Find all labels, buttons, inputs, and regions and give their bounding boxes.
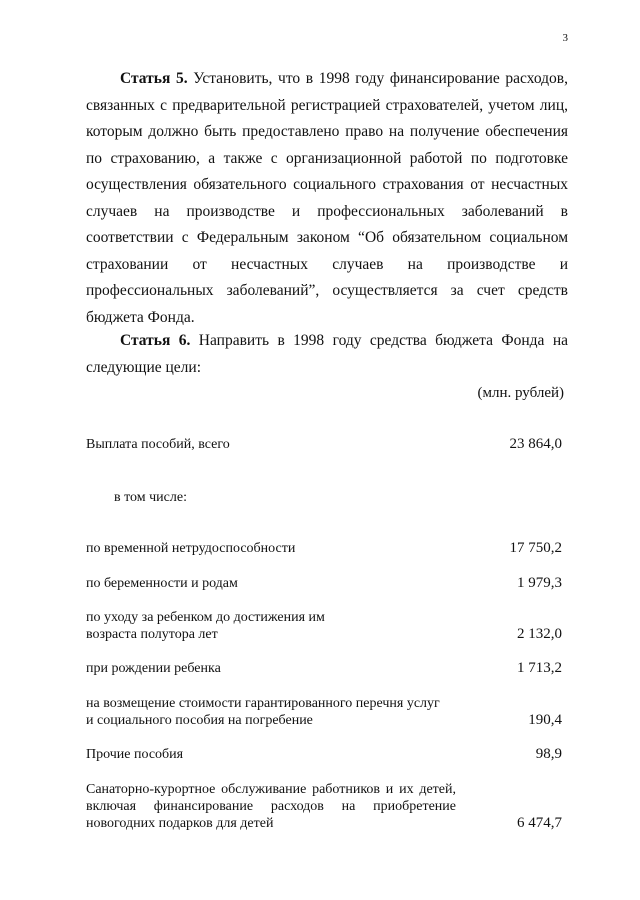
row-value: 17 750,2 [509,540,562,556]
row-label: на возмещение стоимости гарантированного перечня услуг и социального пособия на погребение [86,696,440,728]
row-label: Выплата пособий, всего [86,437,230,452]
table-row [114,489,562,506]
row-label: по беременности и родам [86,576,238,591]
row-value: 190,4 [528,712,562,728]
row-label: по уходу за ребенком до достижения им возраста полутора лет [86,610,325,642]
table-row [86,540,562,557]
article-5-title: Статья 5. [120,70,188,87]
page-number: 3 [562,32,568,44]
article-5-paragraph [86,66,568,331]
table-row [86,436,562,453]
article-6-title: Статья 6. [120,332,191,349]
table-row [86,575,562,592]
table-row [86,695,562,729]
row-label: в том числе: [114,490,187,505]
row-label: Прочие пособия [86,747,184,762]
row-value: 2 132,0 [517,626,562,642]
row-label: Санаторно-курортное обслуживание работников и их детей, включая финансирование расходов на приобретение новогодних подарков для детей [86,782,456,831]
unit-label: (млн. рублей) [477,385,564,401]
row-value: 23 864,0 [509,436,562,452]
table-row [86,609,562,643]
article-6-paragraph [86,328,568,381]
table-row [86,660,562,677]
article-5-text: Установить, что в 1998 году финансирование расходов, связанных с предварительной регистрацией страхователей, учетом лиц, которым должно быть предоставлено право на получение обеспечения по страхованию, а также с организационной работой по подготовке осуществления обязательного социального страхования от несчастных случаев на производстве и профессиональных заболеваний в соответствии с Федеральным законом “Об обязательном социальном страховании от несчастных случаев на производстве и профессиональных заболеваний”, осуществляется за счет средств бюджета Фонда. [86,70,568,326]
table-row [86,746,562,763]
table-row [86,781,562,832]
article-6-text: Направить в 1998 году средства бюджета Фонда на следующие цели: [86,332,569,376]
row-value: 6 474,7 [517,815,562,831]
row-label: по временной нетрудоспособности [86,541,296,556]
row-value: 98,9 [535,746,562,762]
row-value: 1 979,3 [517,575,562,591]
row-value: 1 713,2 [517,660,562,676]
row-label: при рождении ребенка [86,661,221,676]
